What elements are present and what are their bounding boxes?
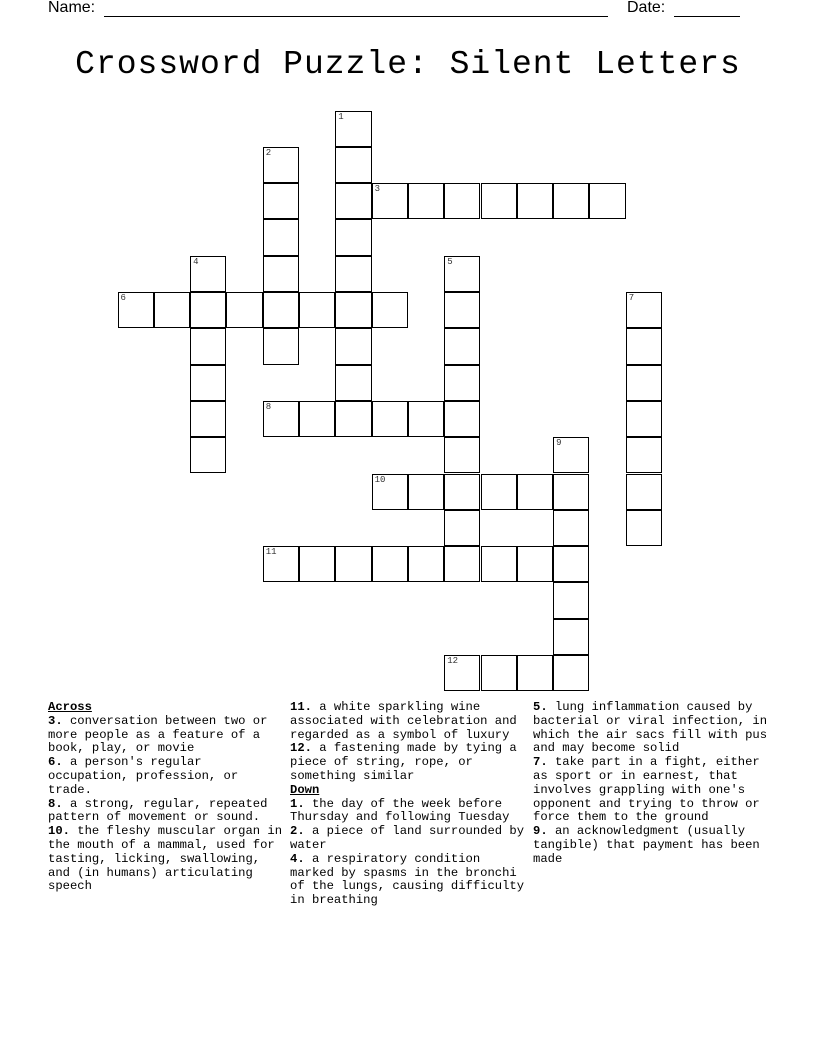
grid-cell[interactable] (517, 474, 553, 510)
clue (48, 825, 284, 894)
clue-text: the fleshy muscular organ in the mouth of a mammal, used for tasting, licking, swallowing, and (in humans) articulating speech (48, 824, 283, 894)
grid-cell[interactable] (444, 474, 480, 510)
grid-cell[interactable] (481, 183, 517, 219)
clues-column-1 (48, 701, 284, 894)
grid-cell[interactable] (263, 147, 299, 183)
clue-number: 2. (290, 824, 305, 839)
clue (533, 701, 769, 756)
grid-cell[interactable] (626, 328, 662, 364)
grid-cell[interactable] (372, 546, 408, 582)
clue-text: a respiratory condition marked by spasms in the bronchi of the lungs, causing difficulty in breathing (290, 851, 525, 908)
grid-cell[interactable] (408, 546, 444, 582)
grid-cell[interactable] (553, 510, 589, 546)
grid-cell[interactable] (553, 474, 589, 510)
grid-cell[interactable] (553, 546, 589, 582)
grid-cell[interactable] (190, 401, 226, 437)
grid-cell[interactable] (444, 328, 480, 364)
grid-cell[interactable] (263, 183, 299, 219)
clue-number: 1. (290, 796, 305, 811)
cell-number: 5 (447, 256, 453, 267)
grid-cell[interactable] (335, 219, 371, 255)
grid-cell[interactable] (626, 510, 662, 546)
grid-cell[interactable] (517, 183, 553, 219)
down-heading: Down (290, 782, 320, 797)
grid-cell[interactable] (408, 474, 444, 510)
grid-cell[interactable] (372, 292, 408, 328)
clue (290, 825, 526, 853)
page-title: Crossword Puzzle: Silent Letters (75, 46, 741, 83)
grid-cell[interactable] (481, 655, 517, 691)
grid-cell[interactable] (626, 365, 662, 401)
date-label: Date: (627, 0, 666, 16)
clue-number: 6. (48, 755, 63, 770)
clue-number: 3. (48, 713, 63, 728)
clue-text: conversation between two or more people as a feature of a book, play, or movie (48, 713, 268, 756)
clue (533, 825, 769, 866)
clue (290, 798, 526, 826)
grid-cell[interactable] (444, 510, 480, 546)
grid-cell[interactable] (626, 474, 662, 510)
grid-cell[interactable] (118, 292, 154, 328)
clue-text: a fastening made by tying a piece of string, rope, or something similar (290, 741, 517, 783)
grid-cell[interactable] (226, 292, 262, 328)
grid-cell[interactable] (626, 401, 662, 437)
cell-number: 10 (374, 474, 386, 485)
grid-cell[interactable] (408, 401, 444, 437)
clue (290, 701, 526, 742)
clues-column-3 (533, 701, 769, 867)
clue-text: a strong, regular, repeated pattern of movement or sound. (48, 796, 268, 825)
grid-cell[interactable] (299, 292, 335, 328)
cell-number: 12 (447, 656, 458, 666)
grid-cell[interactable] (444, 401, 480, 437)
clue-number: 5. (533, 700, 548, 714)
grid-cell[interactable] (553, 183, 589, 219)
grid-cell[interactable] (335, 328, 371, 364)
clue (290, 742, 526, 783)
clue-number: 9. (533, 824, 548, 839)
grid-cell[interactable] (190, 292, 226, 328)
grid-cell[interactable] (444, 437, 480, 473)
grid-cell[interactable] (335, 111, 371, 147)
grid-cell[interactable] (481, 474, 517, 510)
grid-cell[interactable] (553, 582, 589, 618)
clue-text: a person's regular occupation, profession, or trade. (48, 755, 239, 797)
grid-cell[interactable] (553, 437, 589, 473)
grid-cell[interactable] (335, 546, 371, 582)
clue-text: take part in a fight, either as sport or in earnest, that involves grappling with one's opponent and trying to throw or force them to the ground (533, 755, 760, 825)
cell-number: 6 (120, 293, 126, 303)
grid-cell[interactable] (335, 401, 371, 437)
grid-cell[interactable] (335, 147, 371, 183)
clue-text: lung inflammation caused by bacterial or viral infection, in which the air sacs fill with pus and may become solid (533, 700, 768, 756)
grid-cell[interactable] (372, 474, 408, 510)
clue-text: a white sparkling wine associated with celebration and regarded as a symbol of luxury (290, 700, 517, 742)
across-heading: Across (48, 700, 92, 714)
clue-text: the day of the week before Thursday and following Tuesday (290, 796, 510, 825)
grid-cell[interactable] (263, 256, 299, 292)
grid-cell[interactable] (299, 401, 335, 437)
grid-cell[interactable] (154, 292, 190, 328)
grid-cell[interactable] (190, 437, 226, 473)
clue-number: 11. (290, 700, 312, 714)
grid-cell[interactable] (444, 365, 480, 401)
grid-cell[interactable] (444, 655, 480, 691)
grid-cell[interactable] (263, 292, 299, 328)
grid-cell[interactable] (335, 256, 371, 292)
cell-number: 1 (338, 111, 344, 122)
grid-cell[interactable] (263, 401, 299, 437)
grid-cell[interactable] (299, 546, 335, 582)
cell-number: 11 (265, 547, 277, 558)
grid-cell[interactable] (517, 546, 553, 582)
grid-cell[interactable] (626, 292, 662, 328)
grid-cell[interactable] (263, 546, 299, 582)
clue-text: a piece of land surrounded by water (290, 824, 525, 852)
cell-number: 4 (193, 256, 199, 267)
name-label: Name: (48, 0, 96, 16)
grid-cell[interactable] (190, 365, 226, 401)
cell-number: 2 (265, 147, 272, 158)
clue-number: 10. (48, 824, 70, 839)
clues-column-2 (290, 701, 526, 908)
cell-number: 3 (374, 184, 380, 195)
clue (48, 756, 284, 797)
grid-cell[interactable] (263, 328, 299, 364)
cell-number: 8 (265, 401, 272, 412)
grid-cell[interactable] (372, 183, 408, 219)
grid-cell[interactable] (626, 437, 662, 473)
clue-number: 4. (290, 851, 305, 866)
grid-cell[interactable] (589, 183, 625, 219)
clue (533, 756, 769, 825)
grid-cell[interactable] (408, 183, 444, 219)
clue (48, 798, 284, 826)
grid-cell[interactable] (481, 546, 517, 582)
grid-cell[interactable] (372, 401, 408, 437)
grid-cell[interactable] (263, 219, 299, 255)
grid-cell[interactable] (517, 655, 553, 691)
grid-cell[interactable] (444, 183, 480, 219)
clue-number: 12. (290, 741, 312, 756)
clue-text: an acknowledgment (usually tangible) that payment has been made (533, 824, 760, 866)
cell-number: 9 (556, 438, 562, 449)
grid-cell[interactable] (335, 365, 371, 401)
grid-cell[interactable] (553, 619, 589, 655)
clue (48, 715, 284, 756)
clue-number: 7. (533, 755, 548, 770)
grid-cell[interactable] (335, 292, 371, 328)
grid-cell[interactable] (553, 655, 589, 691)
grid-cell[interactable] (335, 183, 371, 219)
clue-number: 8. (48, 796, 63, 811)
grid-cell[interactable] (190, 256, 226, 292)
grid-cell[interactable] (190, 328, 226, 364)
grid-cell[interactable] (444, 256, 480, 292)
grid-cell[interactable] (444, 546, 480, 582)
clue (290, 853, 526, 908)
cell-number: 7 (628, 293, 635, 303)
grid-cell[interactable] (444, 292, 480, 328)
